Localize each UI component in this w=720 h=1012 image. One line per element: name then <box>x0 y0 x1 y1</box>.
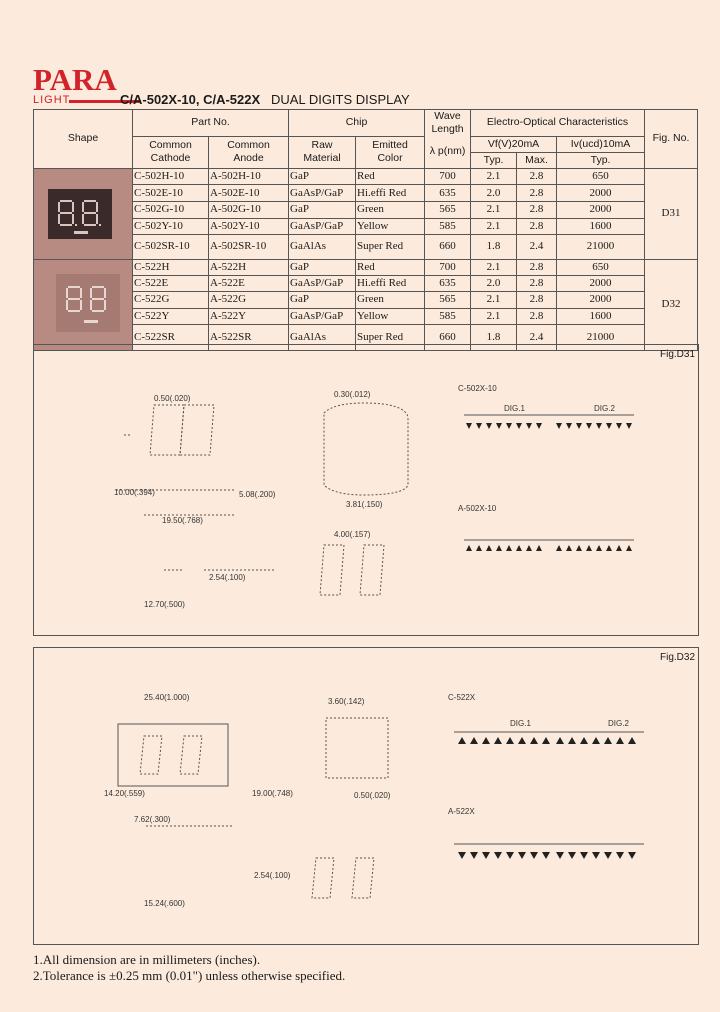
cell-mat: GaAlAs <box>289 235 356 259</box>
cell-mat: GaAsP/GaP <box>289 275 356 291</box>
table-row <box>34 218 698 235</box>
cell-vmax: 2.8 <box>517 259 557 275</box>
cell-vtyp: 2.0 <box>471 275 517 291</box>
cell-ca: A-502Y-10 <box>209 218 289 235</box>
cell-wl: 660 <box>425 235 471 259</box>
table-row <box>34 235 698 259</box>
cell-ca: A-522Y <box>209 308 289 324</box>
dim-a: 25.40(1.000) <box>144 693 190 702</box>
logo-word: PARA <box>33 62 117 97</box>
dim-f: 2.54(.100) <box>254 871 291 880</box>
cell-color: Green <box>356 201 425 218</box>
figure-label: Fig.D32 <box>659 652 695 663</box>
drawing-d31 <box>34 345 698 635</box>
cell-cc: C-522Y <box>133 308 209 324</box>
title-part: C/A-502X-10, C/A-522X <box>120 92 261 107</box>
cell-iv: 2000 <box>557 185 645 202</box>
figure-label: Fig.D31 <box>659 349 695 360</box>
cell-wl: 585 <box>425 308 471 324</box>
dim-b: 10.00(.394) <box>114 488 155 497</box>
cell-wl: 700 <box>425 259 471 275</box>
cell-vmax: 2.8 <box>517 201 557 218</box>
circuit-ca-label: A-502X-10 <box>458 504 497 513</box>
cell-mat: GaAlAs <box>289 324 356 350</box>
cell-iv: 2000 <box>557 292 645 308</box>
cell-cc: C-522E <box>133 275 209 291</box>
shape-image-d31 <box>34 168 133 259</box>
display-photo-d32 <box>34 260 133 350</box>
header-fig-no: Fig. No. <box>645 110 698 169</box>
cell-iv: 1600 <box>557 308 645 324</box>
cell-cc: C-522H <box>133 259 209 275</box>
figure-d31 <box>33 344 699 636</box>
dim-e: 0.30(.012) <box>334 390 371 399</box>
cell-color: Red <box>356 168 425 185</box>
cell-fig: D31 <box>645 168 698 259</box>
cell-ca: A-522H <box>209 259 289 275</box>
cell-vmax: 2.4 <box>517 235 557 259</box>
cell-ca: A-522G <box>209 292 289 308</box>
dim-c: 19.00(.748) <box>252 789 293 798</box>
cell-fig: D32 <box>645 259 698 350</box>
circuit-cc-label: C-522X <box>448 693 476 702</box>
cell-vtyp: 1.8 <box>471 235 517 259</box>
dim-c: 19.50(.768) <box>162 516 203 525</box>
cell-mat: GaP <box>289 201 356 218</box>
cell-iv: 2000 <box>557 201 645 218</box>
dim-b: 14.20(.559) <box>104 789 145 798</box>
page-title <box>120 92 410 107</box>
cell-vtyp: 2.1 <box>471 218 517 235</box>
cell-wl: 565 <box>425 292 471 308</box>
cell-vmax: 2.8 <box>517 292 557 308</box>
spec-table <box>33 109 698 351</box>
cell-mat: GaP <box>289 259 356 275</box>
cell-iv: 21000 <box>557 324 645 350</box>
header-vf: Vf(V)20mA <box>471 136 557 152</box>
header-iv: Iv(ucd)10mA <box>557 136 645 152</box>
header-emitted-color: Emitted Color <box>356 136 425 168</box>
header-max: Max. <box>517 152 557 168</box>
cell-vmax: 2.8 <box>517 308 557 324</box>
cell-wl: 660 <box>425 324 471 350</box>
table-row <box>34 259 698 275</box>
logo-sub: LIGHT <box>33 94 71 106</box>
cell-iv: 650 <box>557 259 645 275</box>
table-row <box>34 308 698 324</box>
cell-cc: C-502H-10 <box>133 168 209 185</box>
drawing-d32 <box>34 648 698 944</box>
cell-vtyp: 2.1 <box>471 168 517 185</box>
cell-cc: C-522G <box>133 292 209 308</box>
cell-vmax: 2.8 <box>517 218 557 235</box>
cell-color: Green <box>356 292 425 308</box>
cell-vtyp: 2.1 <box>471 292 517 308</box>
note-1: 1.All dimension are in millimeters (inches). <box>33 952 261 967</box>
shape-image-d32 <box>34 259 133 350</box>
cell-vtyp: 2.0 <box>471 185 517 202</box>
cell-ca: A-502G-10 <box>209 201 289 218</box>
cell-ca: A-522E <box>209 275 289 291</box>
figure-d32 <box>33 647 699 945</box>
header-raw-material: Raw Material <box>289 136 356 168</box>
cell-wl: 700 <box>425 168 471 185</box>
cell-iv: 2000 <box>557 275 645 291</box>
header-wave-unit: λ p(nm) <box>425 136 471 168</box>
header-typ: Typ. <box>471 152 517 168</box>
table-row <box>34 201 698 218</box>
dig1-label: DIG.1 <box>504 404 525 413</box>
notes <box>33 952 345 984</box>
title-desc: DUAL DIGITS DISPLAY <box>271 92 410 107</box>
cell-cc: C-502SR-10 <box>133 235 209 259</box>
header-shape: Shape <box>34 110 133 169</box>
dig2-label: DIG.2 <box>608 719 629 728</box>
cell-wl: 565 <box>425 201 471 218</box>
display-photo-d31 <box>34 169 133 259</box>
header-typ2: Typ. <box>557 152 645 168</box>
para-light-logo <box>33 62 117 106</box>
dim-h: 2.54(.100) <box>209 573 246 582</box>
cell-ca: A-502H-10 <box>209 168 289 185</box>
circuit-ca-label: A-522X <box>448 807 475 816</box>
header-common-anode: Common Anode <box>209 136 289 168</box>
cell-wl: 635 <box>425 185 471 202</box>
cell-vmax: 2.8 <box>517 275 557 291</box>
cell-color: Yellow <box>356 308 425 324</box>
dim-i: 12.70(.500) <box>144 600 185 609</box>
table-row <box>34 185 698 202</box>
dig1-label: DIG.1 <box>510 719 531 728</box>
cell-ca: A-522SR <box>209 324 289 350</box>
cell-iv: 650 <box>557 168 645 185</box>
cell-vtyp: 2.1 <box>471 308 517 324</box>
cell-color: Super Red <box>356 324 425 350</box>
cell-mat: GaAsP/GaP <box>289 308 356 324</box>
cell-vtyp: 1.8 <box>471 324 517 350</box>
dim-d: 5.08(.200) <box>239 490 276 499</box>
cell-mat: GaAsP/GaP <box>289 185 356 202</box>
header-common-cathode: Common Cathode <box>133 136 209 168</box>
header-part-no: Part No. <box>133 110 289 137</box>
cell-ca: A-502SR-10 <box>209 235 289 259</box>
dim-g: 4.00(.157) <box>334 530 371 539</box>
cell-vmax: 2.4 <box>517 324 557 350</box>
dig2-label: DIG.2 <box>594 404 615 413</box>
cell-iv: 21000 <box>557 235 645 259</box>
dim-g: 7.62(.300) <box>134 815 171 824</box>
cell-vtyp: 2.1 <box>471 201 517 218</box>
cell-iv: 1600 <box>557 218 645 235</box>
table-row <box>34 168 698 185</box>
cell-cc: C-502G-10 <box>133 201 209 218</box>
circuit-cc-label: C-502X-10 <box>458 384 497 393</box>
cell-cc: C-522SR <box>133 324 209 350</box>
table-row <box>34 275 698 291</box>
cell-mat: GaAsP/GaP <box>289 218 356 235</box>
dim-h: 15.24(.600) <box>144 899 185 908</box>
dim-d: 3.60(.142) <box>328 697 365 706</box>
header-chip: Chip <box>289 110 425 137</box>
cell-mat: GaP <box>289 292 356 308</box>
header-wave: Wave Length <box>425 110 471 137</box>
cell-vtyp: 2.1 <box>471 259 517 275</box>
dim-e: 0.50(.020) <box>354 791 391 800</box>
table-row <box>34 292 698 308</box>
cell-color: Hi.effi Red <box>356 185 425 202</box>
cell-ca: A-502E-10 <box>209 185 289 202</box>
cell-cc: C-502E-10 <box>133 185 209 202</box>
cell-mat: GaP <box>289 168 356 185</box>
cell-vmax: 2.8 <box>517 185 557 202</box>
header-electro-optical: Electro-Optical Characteristics <box>471 110 645 137</box>
cell-vmax: 2.8 <box>517 168 557 185</box>
note-2: 2.Tolerance is ±0.25 mm (0.01") unless otherwise specified. <box>33 968 346 983</box>
cell-color: Super Red <box>356 235 425 259</box>
dim-a: 0.50(.020) <box>154 394 191 403</box>
cell-wl: 585 <box>425 218 471 235</box>
cell-wl: 635 <box>425 275 471 291</box>
cell-cc: C-502Y-10 <box>133 218 209 235</box>
cell-color: Red <box>356 259 425 275</box>
cell-color: Yellow <box>356 218 425 235</box>
cell-color: Hi.effi Red <box>356 275 425 291</box>
dim-f: 3.81(.150) <box>346 500 383 509</box>
